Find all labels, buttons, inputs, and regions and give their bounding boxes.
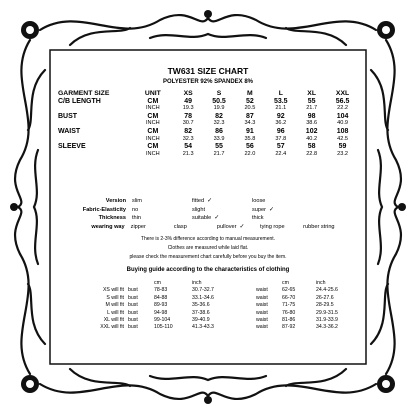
chart-title: TW631 SIZE CHART xyxy=(167,66,249,76)
size-row-inch xyxy=(58,120,358,128)
option-value xyxy=(192,214,252,223)
size-value: 98 xyxy=(307,112,316,120)
size-xxl: XXL xyxy=(335,90,350,97)
size-xl: XL xyxy=(307,90,316,97)
size-value: 37.8 xyxy=(275,135,287,142)
size-value: 36.2 xyxy=(275,120,287,127)
check-mark-icon: ✓ xyxy=(207,198,213,204)
guide-waist-in: 24.4-25.6 xyxy=(316,287,338,294)
unit-cell: INCH xyxy=(146,120,160,127)
guide-row xyxy=(78,302,358,309)
guide-row xyxy=(78,310,358,317)
option-value xyxy=(252,206,312,215)
size-value: 56.5 xyxy=(335,97,350,105)
size-value: 91 xyxy=(245,127,254,135)
option-value xyxy=(217,223,260,232)
unit-cell: INCH xyxy=(146,105,160,112)
guide-waist-in: 26-27.6 xyxy=(316,294,334,301)
option-text: clasp xyxy=(173,223,187,230)
guide-bust-cm: 84-88 xyxy=(154,294,168,301)
size-value: 92 xyxy=(276,112,285,120)
option-text: rubber string xyxy=(303,223,335,230)
guide-waist-cm: 81-86 xyxy=(282,317,296,324)
guide-bust-key: bust xyxy=(128,294,138,301)
option-text: super xyxy=(252,206,266,213)
unit-label: UNIT xyxy=(144,90,161,97)
guide-bust-key: bust xyxy=(128,287,138,294)
size-l: L xyxy=(278,90,283,97)
guide-bust-in: 35-36.6 xyxy=(192,302,210,309)
size-s: S xyxy=(216,90,222,97)
unit-cell: CM xyxy=(147,97,159,105)
size-row-cm xyxy=(58,128,358,136)
option-value xyxy=(252,214,312,223)
size-value: 21.7 xyxy=(306,105,318,112)
size-value: 50.5 xyxy=(212,97,226,105)
guide-waist-key: waist xyxy=(256,294,268,301)
guide-waist-in: 31.9-33.9 xyxy=(316,317,338,324)
size-value: 38.6 xyxy=(306,120,318,127)
guide-label: M will fit xyxy=(105,302,124,309)
guide-waist-cm: 66-70 xyxy=(282,294,296,301)
measurement-label: C/B LENGTH xyxy=(58,97,101,105)
size-value: 55 xyxy=(307,97,316,105)
guide-waist-key: waist xyxy=(256,302,268,309)
unit-cell: CM xyxy=(147,112,159,120)
size-value: 20.5 xyxy=(244,105,256,112)
option-row xyxy=(58,214,358,223)
guide-waist-key: waist xyxy=(256,317,268,324)
buying-guide-title: Buying guide according to the characteristics of clothing xyxy=(126,267,290,273)
measurement-label: WAIST xyxy=(58,127,81,135)
option-text: loose xyxy=(252,198,266,204)
guide-label: XXL will fit xyxy=(100,324,124,331)
option-text: thin xyxy=(132,215,142,222)
guide-col-cm: cm xyxy=(282,280,289,286)
guide-bust-key: bust xyxy=(128,309,138,316)
guide-bust-key: bust xyxy=(128,302,138,309)
option-value xyxy=(132,206,192,215)
size-value: 35.8 xyxy=(244,135,256,142)
guide-label: XL will fit xyxy=(103,317,124,324)
guide-waist-cm: 62-65 xyxy=(282,287,296,294)
size-value: 34.3 xyxy=(244,120,256,127)
option-text: suitable xyxy=(192,215,212,222)
option-label: Version xyxy=(105,198,126,204)
size-value: 56 xyxy=(245,143,254,151)
guide-bust-cm: 78-83 xyxy=(154,287,168,294)
option-row xyxy=(58,223,358,232)
garment-size-label: GARMENT SIZE xyxy=(58,90,110,97)
option-text: pullover xyxy=(216,223,237,230)
option-label: wearing way xyxy=(91,223,125,230)
measurement-label: BUST xyxy=(58,112,78,120)
option-value xyxy=(260,223,303,232)
guide-waist-cm: 87-92 xyxy=(282,324,296,331)
guide-waist-in: 34.3-36.2 xyxy=(316,324,338,331)
guide-label: XS will fit xyxy=(102,287,124,294)
guide-header-row xyxy=(78,280,358,287)
option-value xyxy=(131,223,174,232)
size-value: 30.7 xyxy=(182,120,194,127)
size-value: 19.9 xyxy=(213,105,225,112)
size-value: 57 xyxy=(276,143,285,151)
fabric-options xyxy=(58,197,358,231)
option-value xyxy=(132,197,192,206)
size-value: 87 xyxy=(245,112,254,120)
check-mark-icon: ✓ xyxy=(214,215,220,222)
guide-waist-key: waist xyxy=(256,324,268,331)
guide-waist-cm: 71-75 xyxy=(282,302,296,309)
option-text: no xyxy=(132,206,139,213)
unit-cell: CM xyxy=(147,127,159,135)
option-value xyxy=(132,214,192,223)
check-mark-icon: ✓ xyxy=(269,206,275,213)
guide-bust-in: 39-40.9 xyxy=(192,317,210,324)
size-value: 22.4 xyxy=(275,150,287,157)
size-value: 21.3 xyxy=(182,150,194,157)
option-value xyxy=(192,206,252,215)
option-text: tying rope xyxy=(260,223,285,230)
note-laid-flat: Clothes are measured while laid flat. xyxy=(167,245,249,251)
unit-cell: INCH xyxy=(146,135,160,142)
option-text: zipper xyxy=(130,223,146,230)
guide-waist-key: waist xyxy=(256,287,268,294)
size-value: 54 xyxy=(184,143,193,151)
option-text: thick xyxy=(252,215,264,222)
size-value: 86 xyxy=(215,127,223,135)
guide-bust-cm: 99-104 xyxy=(154,317,171,324)
note-difference: There is 2-3% difference according to manual measurement. xyxy=(140,236,276,242)
guide-bust-in: 33.1-34.6 xyxy=(192,294,214,301)
size-value: 108 xyxy=(336,127,349,135)
buying-guide-table xyxy=(78,280,358,332)
guide-waist-in: 28-29.5 xyxy=(316,302,334,309)
guide-row xyxy=(78,287,358,294)
size-value: 42.5 xyxy=(337,135,348,142)
size-value: 58 xyxy=(307,143,316,151)
fabric-composition: POLYESTER 92% SPANDEX 8% xyxy=(162,79,254,85)
size-value: 22.0 xyxy=(244,150,256,157)
size-table xyxy=(58,90,358,158)
option-row xyxy=(58,206,358,215)
guide-waist-cm: 76-80 xyxy=(282,309,296,316)
guide-bust-in: 30.7-32.7 xyxy=(192,287,214,294)
size-value: 96 xyxy=(276,127,285,135)
guide-bust-in: 41.3-43.3 xyxy=(192,324,214,331)
size-value: 21.1 xyxy=(275,105,287,112)
size-value: 82 xyxy=(184,127,193,135)
guide-bust-cm: 89-93 xyxy=(154,302,168,309)
option-text: fitted xyxy=(192,198,205,204)
check-mark-icon: ✓ xyxy=(239,223,245,230)
size-xs: XS xyxy=(183,90,193,97)
size-value: 55 xyxy=(215,143,223,151)
unit-cell: INCH xyxy=(146,150,160,157)
option-label: Fabric-Elasticity xyxy=(82,206,126,213)
guide-waist-in: 29.9-31.5 xyxy=(316,309,338,316)
guide-bust-key: bust xyxy=(128,317,138,324)
size-value: 52 xyxy=(245,97,254,105)
size-value: 21.7 xyxy=(213,150,225,157)
size-header-row xyxy=(58,90,358,98)
size-row-inch xyxy=(58,151,358,159)
size-value: 32.3 xyxy=(182,135,194,142)
size-value: 40.2 xyxy=(306,135,318,142)
guide-bust-in: 37-38.6 xyxy=(192,309,210,316)
size-row-cm xyxy=(58,98,358,106)
size-value: 104 xyxy=(336,112,349,120)
guide-label: S will fit xyxy=(106,294,124,301)
size-value: 32.3 xyxy=(213,120,225,127)
size-value: 78 xyxy=(184,112,193,120)
guide-col-inch: inch xyxy=(316,280,326,286)
guide-label: L will fit xyxy=(107,309,124,316)
size-value: 22.2 xyxy=(337,105,348,112)
option-value xyxy=(174,223,217,232)
guide-waist-key: waist xyxy=(256,309,268,316)
size-value: 59 xyxy=(338,143,347,151)
note-check-chart: please check the measurement chart carefully before you buy the item. xyxy=(129,254,287,260)
size-value: 49 xyxy=(184,97,193,105)
size-value: 82 xyxy=(215,112,223,120)
option-value xyxy=(252,197,312,206)
guide-col-inch: inch xyxy=(192,280,202,286)
guide-row xyxy=(78,324,358,331)
size-chart-content xyxy=(58,58,358,358)
guide-col-cm: cm xyxy=(154,280,161,286)
option-value xyxy=(192,197,252,206)
size-value: 22.8 xyxy=(306,150,318,157)
size-value: 23.2 xyxy=(337,150,348,157)
guide-row xyxy=(78,317,358,324)
unit-cell: CM xyxy=(147,143,159,151)
guide-bust-cm: 94-98 xyxy=(154,309,168,316)
size-row-cm xyxy=(58,113,358,121)
guide-row xyxy=(78,295,358,302)
size-value: 102 xyxy=(305,127,318,135)
option-text: slim xyxy=(132,198,142,204)
guide-bust-key: bust xyxy=(128,324,138,331)
guide-bust-cm: 105-110 xyxy=(154,324,173,331)
measurement-label: SLEEVE xyxy=(58,143,86,151)
size-row-inch xyxy=(58,136,358,144)
size-row-inch xyxy=(58,105,358,113)
size-value: 40.9 xyxy=(337,120,348,127)
size-row-cm xyxy=(58,143,358,151)
size-value: 53.5 xyxy=(273,97,288,105)
size-value: 33.9 xyxy=(213,135,225,142)
option-row xyxy=(58,197,358,206)
option-value xyxy=(303,223,358,232)
size-value: 19.3 xyxy=(182,105,194,112)
option-label: Thickness xyxy=(98,215,126,222)
option-text: slight xyxy=(192,206,206,213)
size-m: M xyxy=(247,90,253,97)
